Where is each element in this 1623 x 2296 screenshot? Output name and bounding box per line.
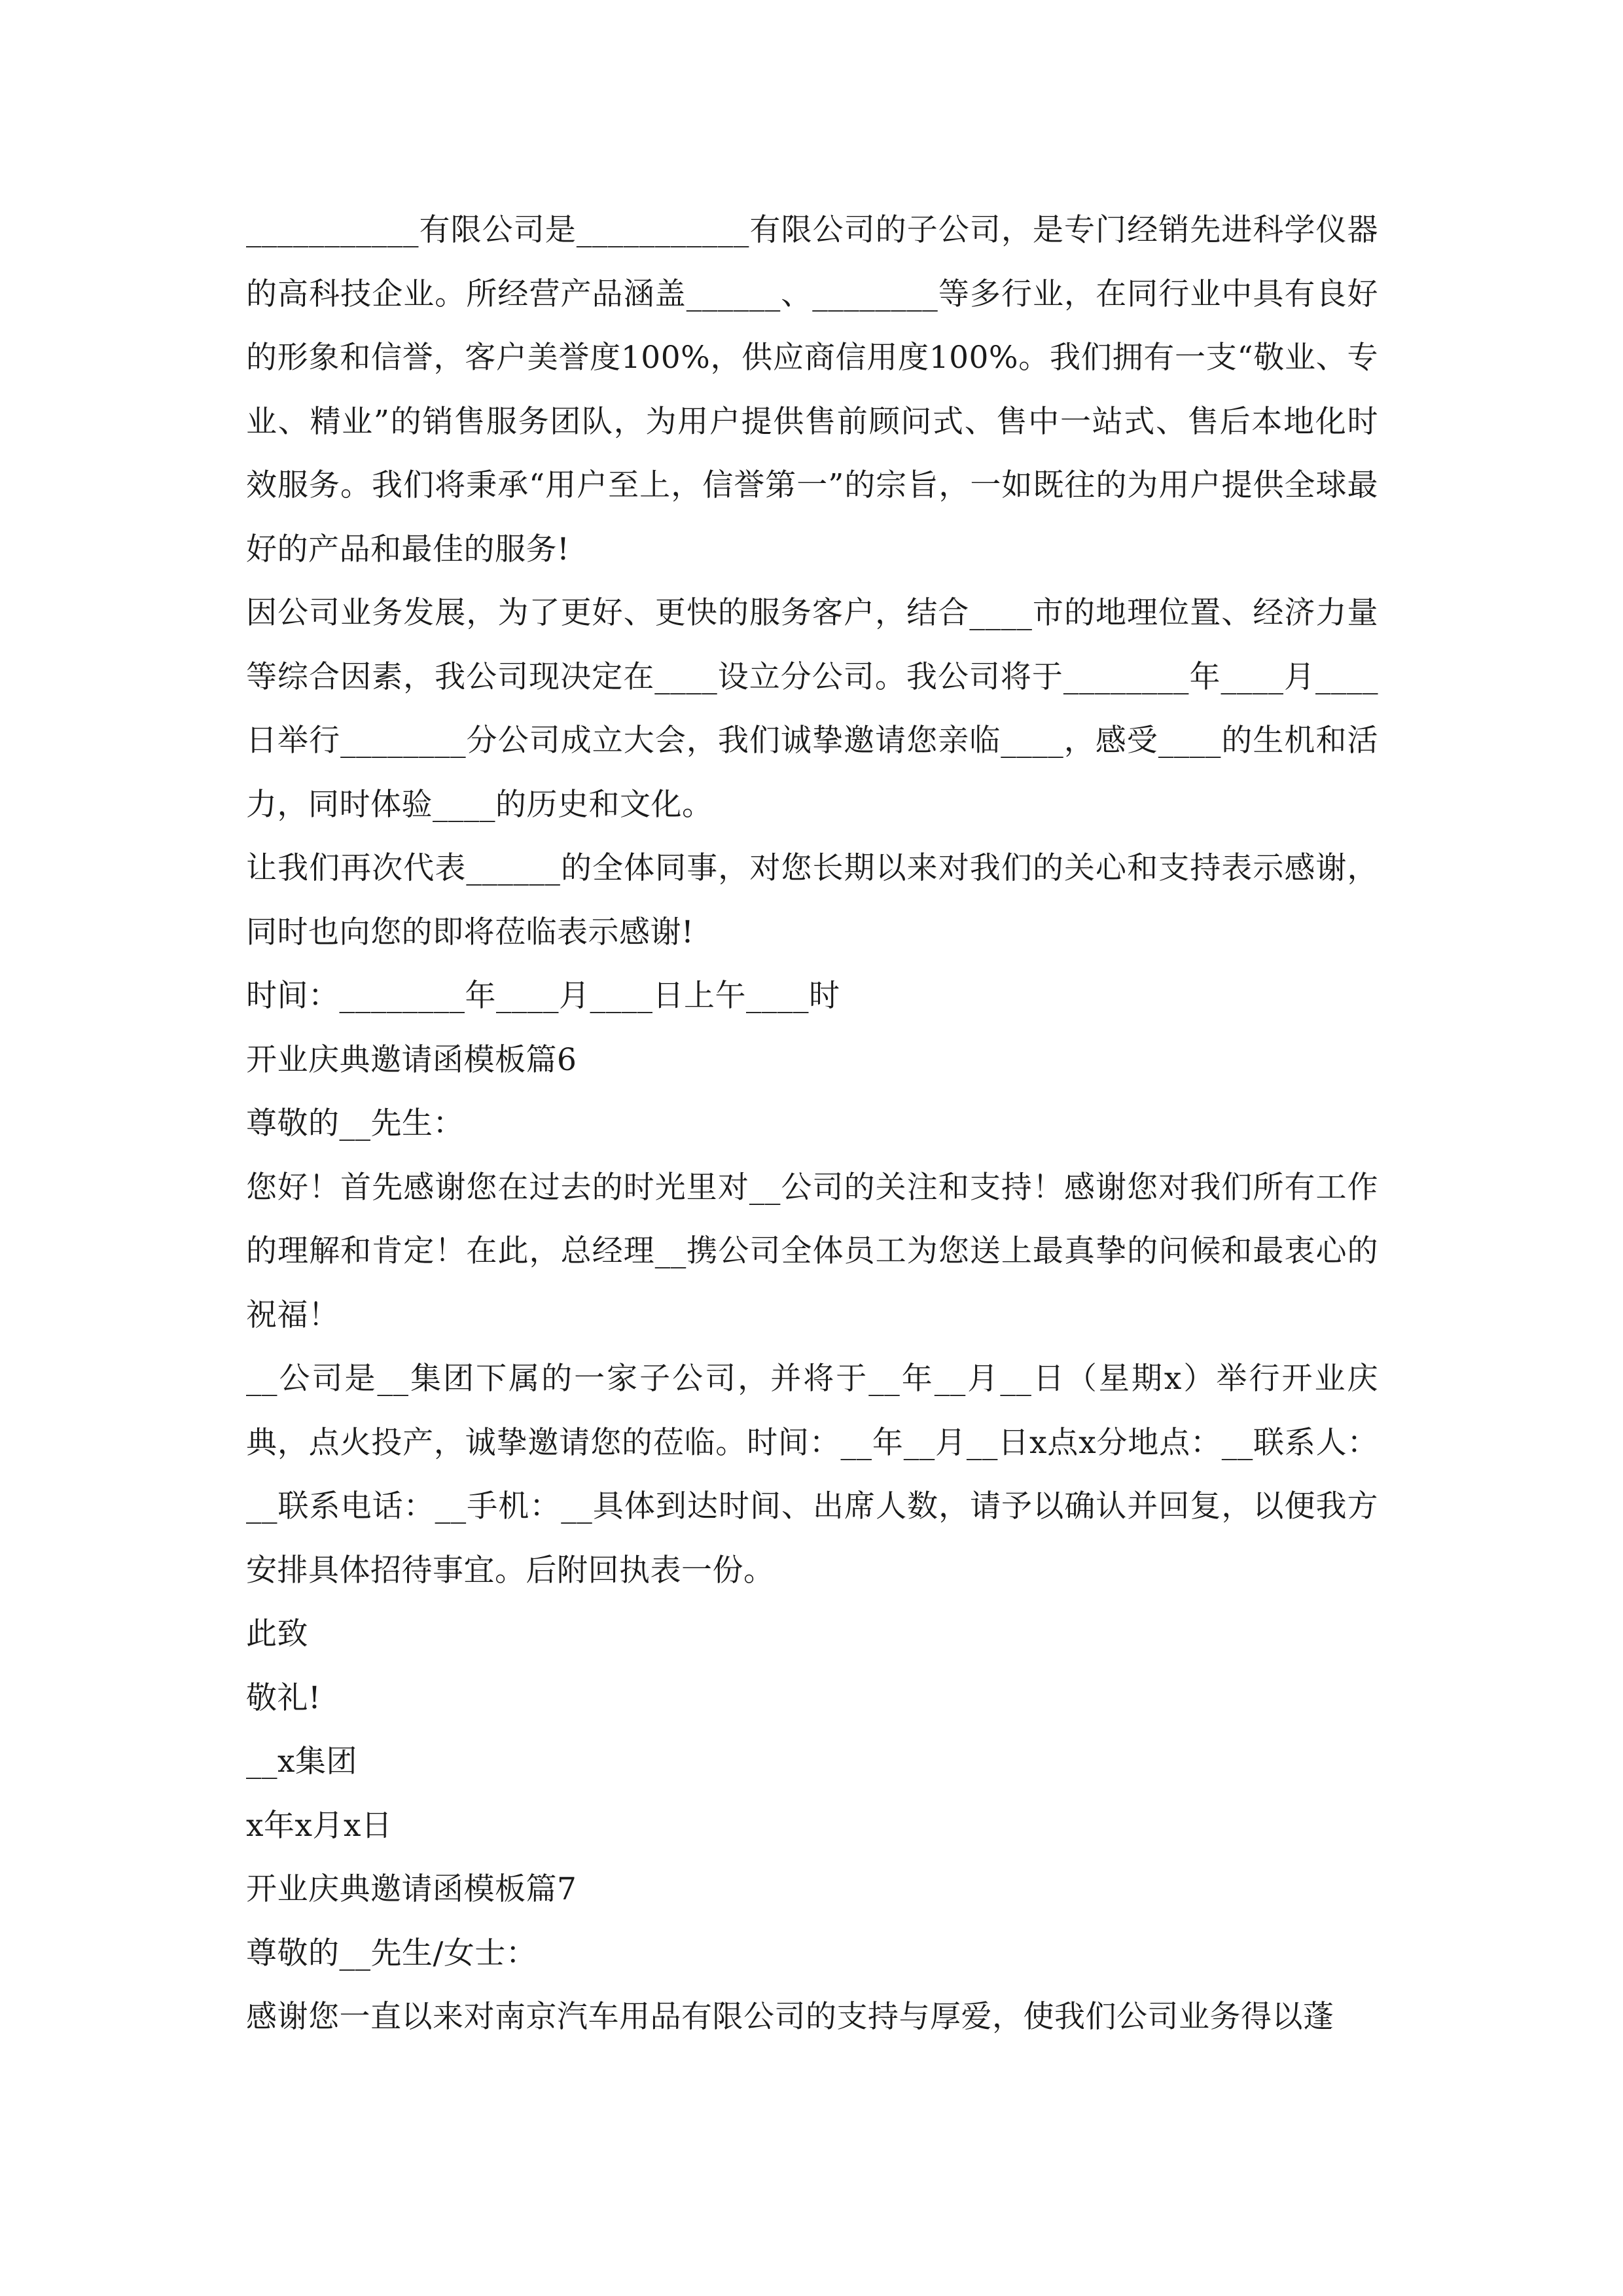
paragraph-invitation-6: __公司是__集团下属的一家子公司，并将于__年__月__日（星期x）举行开业庆典，点火投产，诚挚邀请您的莅临。时间：__年__月__日x点x分地点：__联系人：__联系电话：__手机：__具体到达时间、出席人数，请予以确认并回复，以便我方安排具体招待事宜。后附回执表一份。 [246, 1361, 1378, 1588]
section-heading-7: 开业庆典邀请函模板篇7 [246, 1871, 577, 1907]
salutation-7: 尊敬的__先生/女士： [246, 1935, 537, 1971]
paragraph-opening-7: 感谢您一直以来对南京汽车用品有限公司的支持与厚爱，使我们公司业务得以蓬 [246, 1999, 1334, 2035]
signature-date: x年x月x日 [246, 1807, 393, 1844]
paragraph-time: 时间：________年____月____日上午____时 [246, 978, 840, 1014]
signature-group: __x集团 [246, 1744, 358, 1780]
paragraph-thanks: 让我们再次代表______的全体同事，对您长期以来对我们的关心和支持表示感谢，同时也向您的即将莅临表示感谢! [246, 850, 1378, 950]
salutation-6: 尊敬的__先生： [246, 1105, 464, 1141]
closing-jingli: 敬礼! [246, 1679, 321, 1716]
document-body [246, 198, 1378, 2049]
paragraph-company-intro: ___________有限公司是___________有限公司的子公司，是专门经销先进科学仪器的高科技企业。所经营产品涵盖______、________等多行业，在同行业中具有良好的形象和信誉，客户美誉度100%，供应商信用度100%。我们拥有一支“敬业、专业、精业”的销售服务团队，为用户提供售前顾问式、售中一站式、售后本地化时效服务。我们将秉承“用户至上，信誉第一”的宗旨，一如既往的为用户提供全球最好的产品和最佳的服务! [246, 212, 1378, 567]
section-heading-6: 开业庆典邀请函模板篇6 [246, 1041, 577, 1078]
paragraph-greeting-6: 您好！首先感谢您在过去的时光里对__公司的关注和支持！感谢您对我们所有工作的理解和肯定！在此，总经理__携公司全体员工为您送上最真挚的问候和最衷心的祝福！ [246, 1169, 1378, 1333]
paragraph-branch-announcement: 因公司业务发展，为了更好、更快的服务客户，结合____市的地理位置、经济力量等综合因素，我公司现决定在____设立分公司。我公司将于________年____月____日举行________分公司成立大会，我们诚挚邀请您亲临____，感受____的生机和活力，同时体验____的历史和文化。 [246, 595, 1378, 823]
closing-cizhi: 此致 [246, 1616, 308, 1652]
